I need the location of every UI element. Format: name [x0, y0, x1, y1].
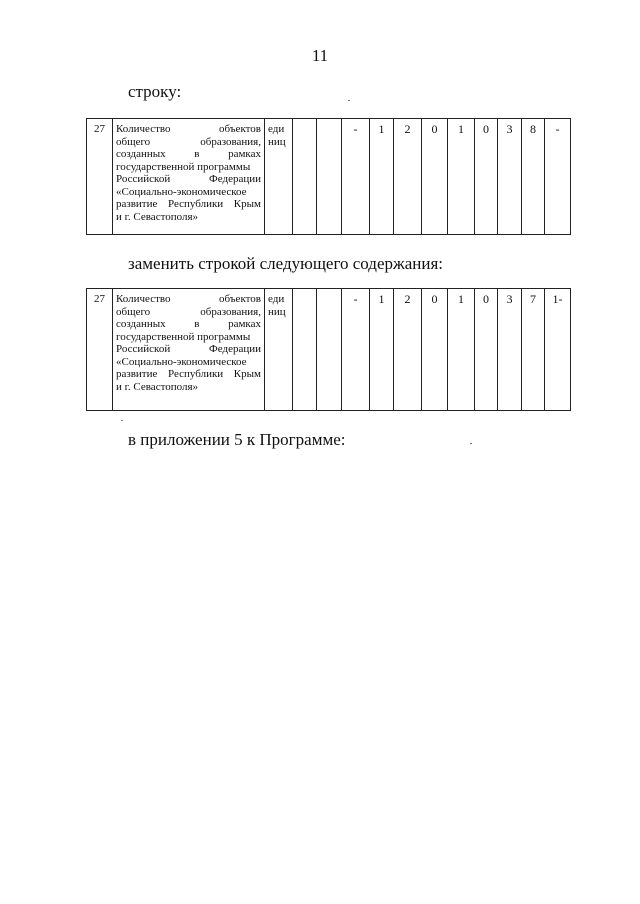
value-cell: 3 [498, 119, 522, 235]
unit-cell [265, 119, 293, 235]
unit-cell [265, 289, 293, 411]
name-line: государственной программы [116, 330, 251, 343]
old-indicator-table [86, 118, 571, 235]
name-line: Российской Федерации [116, 343, 261, 355]
indicator-name-cell [113, 119, 265, 235]
value-cell: 1 [370, 119, 394, 235]
scan-speck [470, 443, 472, 444]
name-line: созданных в рамках [116, 148, 261, 160]
name-line: общего образования, [116, 135, 261, 148]
value-cell: 0 [475, 289, 498, 411]
value-cell: 1 [370, 289, 394, 411]
value-cell: 1 [448, 289, 475, 411]
name-line: общего образования, [116, 305, 261, 318]
name-line: и г. Севастополя» [116, 210, 199, 223]
name-line: созданных в рамках [116, 318, 261, 330]
value-cell: - [545, 119, 571, 235]
name-line: Количество объектов [116, 293, 261, 305]
value-cell [293, 119, 317, 235]
value-cell: 2 [394, 119, 422, 235]
scan-speck [121, 420, 123, 421]
name-line: «Социально-экономическое [116, 355, 247, 368]
value-cell: - [342, 289, 370, 411]
value-cell [293, 289, 317, 411]
unit-line: ниц [268, 305, 286, 318]
name-line: Количество объектов [116, 123, 261, 135]
name-line: «Социально-экономическое [116, 185, 247, 198]
row-number-cell: 27 [87, 119, 113, 235]
value-cell: 0 [422, 119, 448, 235]
value-cell [317, 119, 342, 235]
value-cell: 0 [475, 119, 498, 235]
value-cell [317, 289, 342, 411]
name-line: государственной программы [116, 160, 251, 173]
name-line: развитие Республики Крым [116, 368, 261, 380]
row-number-cell: 27 [87, 289, 113, 411]
name-line: Российской Федерации [116, 173, 261, 185]
unit-line: еди [268, 123, 285, 135]
appendix-paragraph: в приложении 5 к Программе: [128, 430, 346, 449]
name-line: и г. Севастополя» [116, 380, 199, 393]
value-cell: - [342, 119, 370, 235]
value-cell: 7 [522, 289, 545, 411]
value-cell: 2 [394, 289, 422, 411]
new-indicator-table [86, 288, 571, 411]
value-cell: 0 [422, 289, 448, 411]
value-cell: 8 [522, 119, 545, 235]
scan-speck [348, 100, 350, 101]
replace-paragraph: заменить строкой следующего содержания: [128, 254, 444, 273]
intro-paragraph: строку: [128, 82, 182, 101]
unit-line: ниц [268, 135, 286, 148]
page-number: 11 [311, 46, 329, 65]
name-line: развитие Республики Крым [116, 198, 261, 210]
value-cell: 3 [498, 289, 522, 411]
unit-line: еди [268, 293, 285, 305]
value-cell: 1- [545, 289, 571, 411]
value-cell: 1 [448, 119, 475, 235]
new-table-row [87, 289, 571, 411]
indicator-name-cell [113, 289, 265, 411]
old-table-row [87, 119, 571, 235]
